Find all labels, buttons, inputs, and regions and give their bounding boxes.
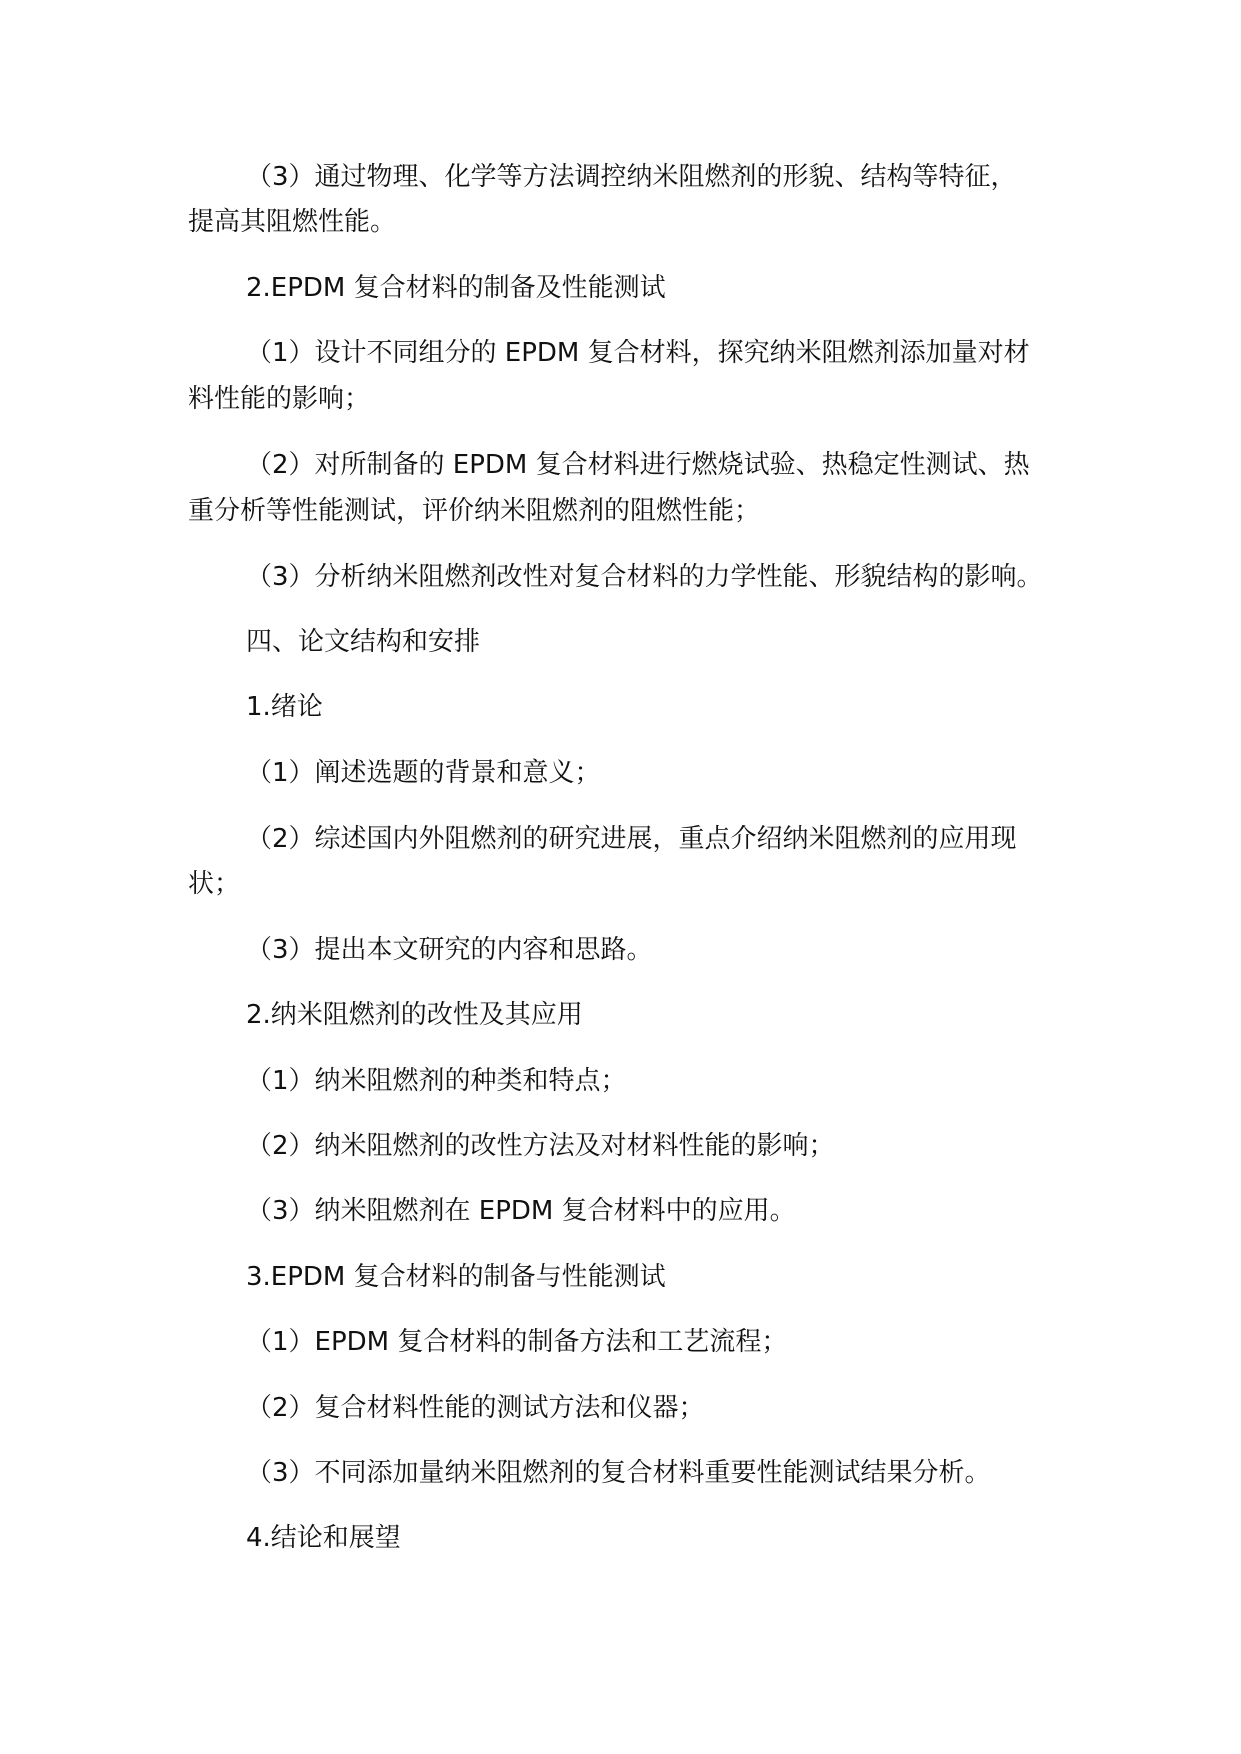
section-heading: 1.绪论 (246, 692, 323, 722)
paragraph-line: （2）复合材料性能的测试方法和仪器； (246, 1393, 705, 1423)
paragraph-line: 料性能的影响； (188, 384, 371, 414)
paragraph-line: 重分析等性能测试，评价纳米阻燃剂的阻燃性能； (188, 496, 761, 526)
section-heading: 4.结论和展望 (246, 1523, 401, 1553)
paragraph-line: （3）分析纳米阻燃剂改性对复合材料的力学性能、形貌结构的影响。 (246, 562, 1043, 592)
section-heading: 2.纳米阻燃剂的改性及其应用 (246, 1000, 583, 1030)
paragraph-line: 状； (188, 869, 241, 899)
paragraph-line: （2）综述国内外阻燃剂的研究进展，重点介绍纳米阻燃剂的应用现 (246, 824, 1017, 854)
paragraph-line: （3）纳米阻燃剂在 EPDM 复合材料中的应用。 (246, 1196, 796, 1226)
paragraph-line: （2）对所制备的 EPDM 复合材料进行燃烧试验、热稳定性测试、热 (246, 450, 1030, 480)
paragraph-line: （1）EPDM 复合材料的制备方法和工艺流程； (246, 1327, 788, 1357)
paragraph-line: （3）提出本文研究的内容和思路。 (246, 935, 653, 965)
section-heading: 3.EPDM 复合材料的制备与性能测试 (246, 1262, 666, 1292)
paragraph-line: （3）不同添加量纳米阻燃剂的复合材料重要性能测试结果分析。 (246, 1458, 991, 1488)
paragraph-line: （2）纳米阻燃剂的改性方法及对材料性能的影响； (246, 1131, 835, 1161)
paragraph-line: 提高其阻燃性能。 (188, 207, 397, 237)
paragraph-line: （1）设计不同组分的 EPDM 复合材料，探究纳米阻燃剂添加量对材 (246, 338, 1030, 368)
chapter-heading: 四、论文结构和安排 (246, 627, 481, 657)
paragraph-line: （3）通过物理、化学等方法调控纳米阻燃剂的形貌、结构等特征， (246, 162, 1017, 192)
paragraph-line: （1）阐述选题的背景和意义； (246, 758, 601, 788)
paragraph-line: （1）纳米阻燃剂的种类和特点； (246, 1066, 627, 1096)
section-heading: 2.EPDM 复合材料的制备及性能测试 (246, 273, 666, 303)
